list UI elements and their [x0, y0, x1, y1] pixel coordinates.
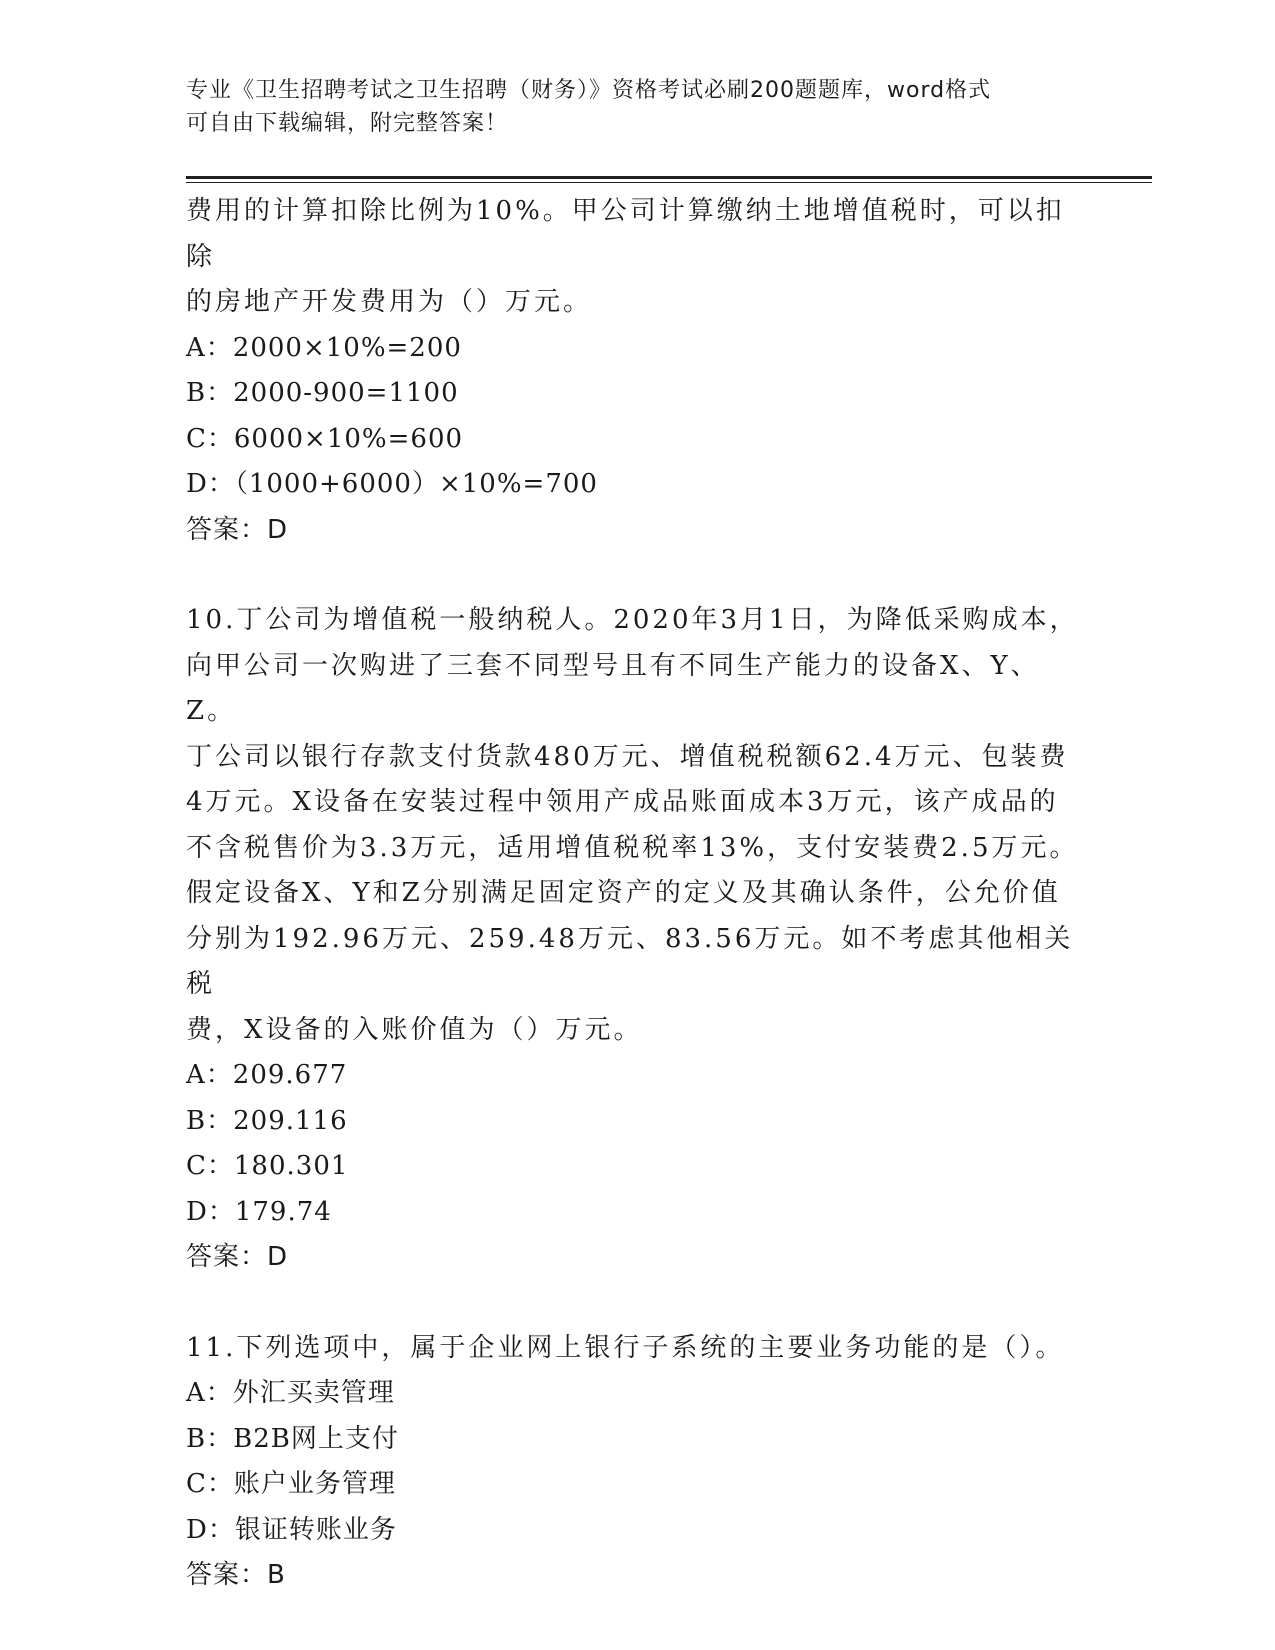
answer-line: 答案：D [186, 514, 289, 545]
option-b: B：B2B网上支付 [186, 1423, 399, 1454]
question-text-line: 10.丁公司为增值税一般纳税人。2020年3月1日，为降低采购成本， [186, 605, 1079, 635]
question-text-line: 的房地产开发费用为（）万元。 [186, 287, 593, 317]
question-9 [186, 189, 1086, 553]
header-rule-thick [186, 176, 1152, 179]
question-text-line: 费用的计算扣除比例为10%。甲公司计算缴纳土地增值税时，可以扣除 [186, 196, 1065, 272]
option-d: D：银证转账业务 [186, 1514, 397, 1545]
option-c: C：180.301 [186, 1151, 349, 1181]
option-d: D：179.74 [186, 1196, 332, 1227]
header-line-1: 专业《卫生招聘考试之卫生招聘（财务）》资格考试必刷200题题库，word格式 [186, 78, 992, 103]
option-d: D：（1000+6000）×10%=700 [186, 469, 598, 499]
spacer [186, 1281, 1086, 1326]
question-11 [186, 1326, 1086, 1599]
option-a: A：2000×10%=200 [186, 332, 462, 363]
question-text-line: 不含税售价为3.3万元，适用增值税税率13%，支付安装费2.5万元。 [186, 832, 1079, 863]
question-text-line: 分别为192.96万元、259.48万元、83.56万元。如不考虑其他相关税 [186, 923, 1074, 999]
option-b: B：2000-900=1100 [186, 378, 459, 408]
question-text-line: 4万元。X设备在安装过程中领用产成品账面成本3万元，该产成品的 [186, 787, 1059, 817]
answer-line: 答案：B [186, 1560, 286, 1590]
option-a: A：209.677 [186, 1060, 348, 1090]
document-body [186, 189, 1086, 1599]
question-text-line: 假定设备X、Y和Z分别满足固定资产的定义及其确认条件，公允价值 [186, 878, 1061, 908]
option-b: B：209.116 [186, 1105, 348, 1136]
spacer [186, 553, 1086, 598]
answer-line: 答案：D [186, 1242, 289, 1272]
question-text-line: 费，X设备的入账价值为（）万元。 [186, 1014, 643, 1045]
question-text-line: 11.下列选项中，属于企业网上银行子系统的主要业务功能的是（）。 [186, 1332, 1065, 1363]
option-c: C：账户业务管理 [186, 1469, 396, 1499]
page-header [186, 74, 1066, 140]
header-rule-thin [186, 182, 1152, 183]
question-10 [186, 598, 1086, 1281]
question-text-line: 向甲公司一次购进了三套不同型号且有不同生产能力的设备X、Y、Z。 [186, 650, 1040, 726]
option-c: C：6000×10%=600 [186, 423, 464, 454]
question-text-line: 丁公司以银行存款支付货款480万元、增值税税额62.4万元、包装费 [186, 741, 1069, 772]
header-line-2: 可自由下载编辑，附完整答案！ [186, 111, 509, 136]
option-a: A：外汇买卖管理 [186, 1378, 395, 1408]
